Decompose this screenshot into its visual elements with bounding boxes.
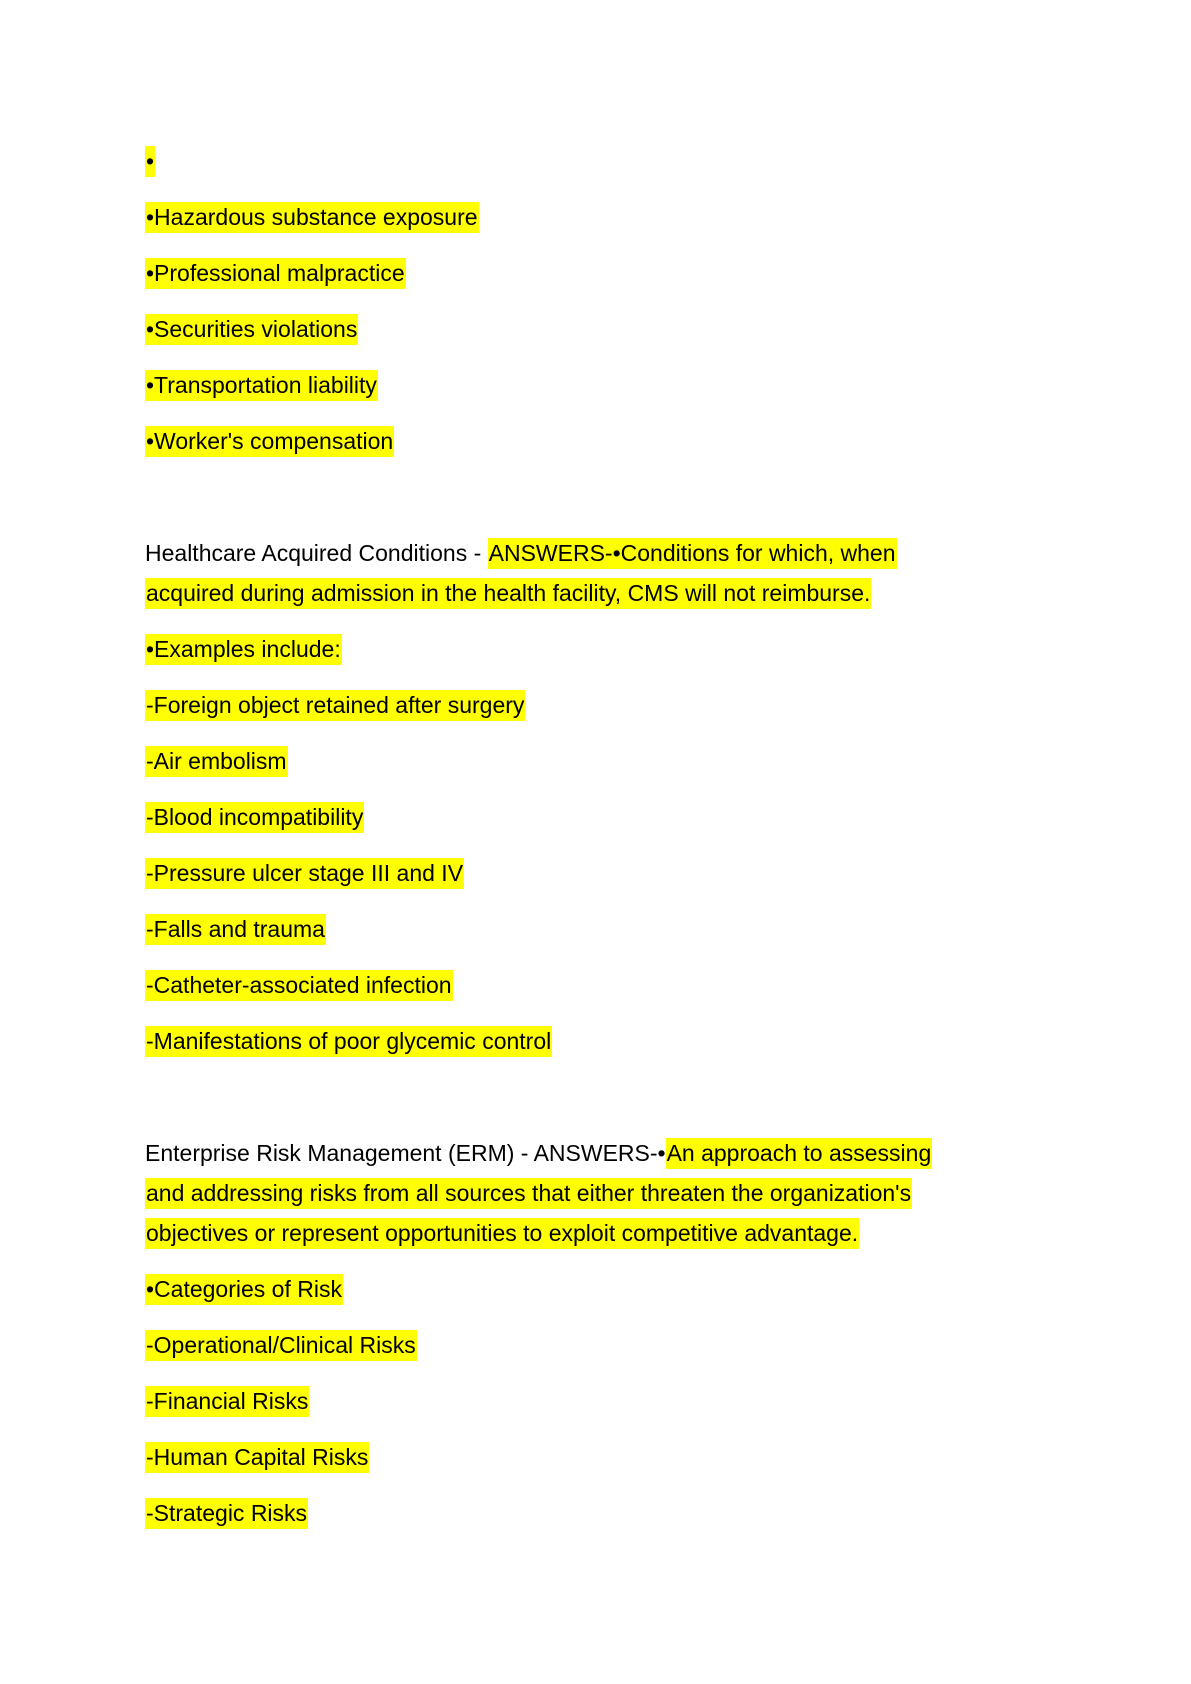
erm-item: -Financial Risks bbox=[145, 1386, 309, 1417]
hac-item: -Foreign object retained after surgery bbox=[145, 690, 525, 721]
hac-definition-line-2 bbox=[145, 576, 871, 610]
hac-item: -Pressure ulcer stage III and IV bbox=[145, 858, 464, 889]
erm-item: -Operational/Clinical Risks bbox=[145, 1330, 417, 1361]
bullet-text: •Worker's compensation bbox=[145, 426, 394, 457]
erm-item: -Human Capital Risks bbox=[145, 1442, 369, 1473]
erm-definition-line-1 bbox=[145, 1136, 932, 1170]
list-item bbox=[145, 312, 358, 346]
hac-answer: acquired during admission in the health facility, CMS will not reimburse. bbox=[145, 578, 871, 609]
list-item bbox=[145, 856, 464, 890]
bullet-text: • bbox=[145, 146, 155, 177]
hac-item: -Manifestations of poor glycemic control bbox=[145, 1026, 552, 1057]
list-item bbox=[145, 800, 364, 834]
list-item bbox=[145, 1496, 308, 1530]
list-item bbox=[145, 1440, 369, 1474]
hac-answer: ANSWERS-•Conditions for which, when bbox=[488, 538, 897, 569]
list-item bbox=[145, 912, 326, 946]
list-item bbox=[145, 968, 453, 1002]
list-item bbox=[145, 688, 525, 722]
erm-answer: objectives or represent opportunities to exploit competitive advantage. bbox=[145, 1218, 859, 1249]
erm-definition-line-2 bbox=[145, 1176, 912, 1210]
erm-term: Enterprise Risk Management (ERM) - ANSWERS-• bbox=[145, 1140, 666, 1166]
hac-definition-line-1 bbox=[145, 536, 897, 570]
list-item bbox=[145, 1328, 417, 1362]
list-item bbox=[145, 144, 155, 178]
hac-item: •Examples include: bbox=[145, 634, 342, 665]
bullet-text: •Securities violations bbox=[145, 314, 358, 345]
hac-item: -Air embolism bbox=[145, 746, 288, 777]
bullet-text: •Hazardous substance exposure bbox=[145, 202, 479, 233]
list-item bbox=[145, 1272, 343, 1306]
erm-definition-line-3 bbox=[145, 1216, 859, 1250]
bullet-text: •Professional malpractice bbox=[145, 258, 406, 289]
erm-item: -Strategic Risks bbox=[145, 1498, 308, 1529]
list-item bbox=[145, 424, 394, 458]
erm-item: •Categories of Risk bbox=[145, 1274, 343, 1305]
hac-term: Healthcare Acquired Conditions - bbox=[145, 540, 488, 566]
erm-answer: and addressing risks from all sources that either threaten the organization's bbox=[145, 1178, 912, 1209]
hac-item: -Blood incompatibility bbox=[145, 802, 364, 833]
erm-answer: An approach to assessing bbox=[666, 1138, 933, 1169]
hac-item: -Catheter-associated infection bbox=[145, 970, 453, 1001]
list-item bbox=[145, 256, 406, 290]
hac-item: -Falls and trauma bbox=[145, 914, 326, 945]
list-item bbox=[145, 200, 479, 234]
list-item bbox=[145, 744, 288, 778]
bullet-text: •Transportation liability bbox=[145, 370, 378, 401]
list-item bbox=[145, 632, 342, 666]
list-item bbox=[145, 368, 378, 402]
list-item bbox=[145, 1024, 552, 1058]
list-item bbox=[145, 1384, 309, 1418]
